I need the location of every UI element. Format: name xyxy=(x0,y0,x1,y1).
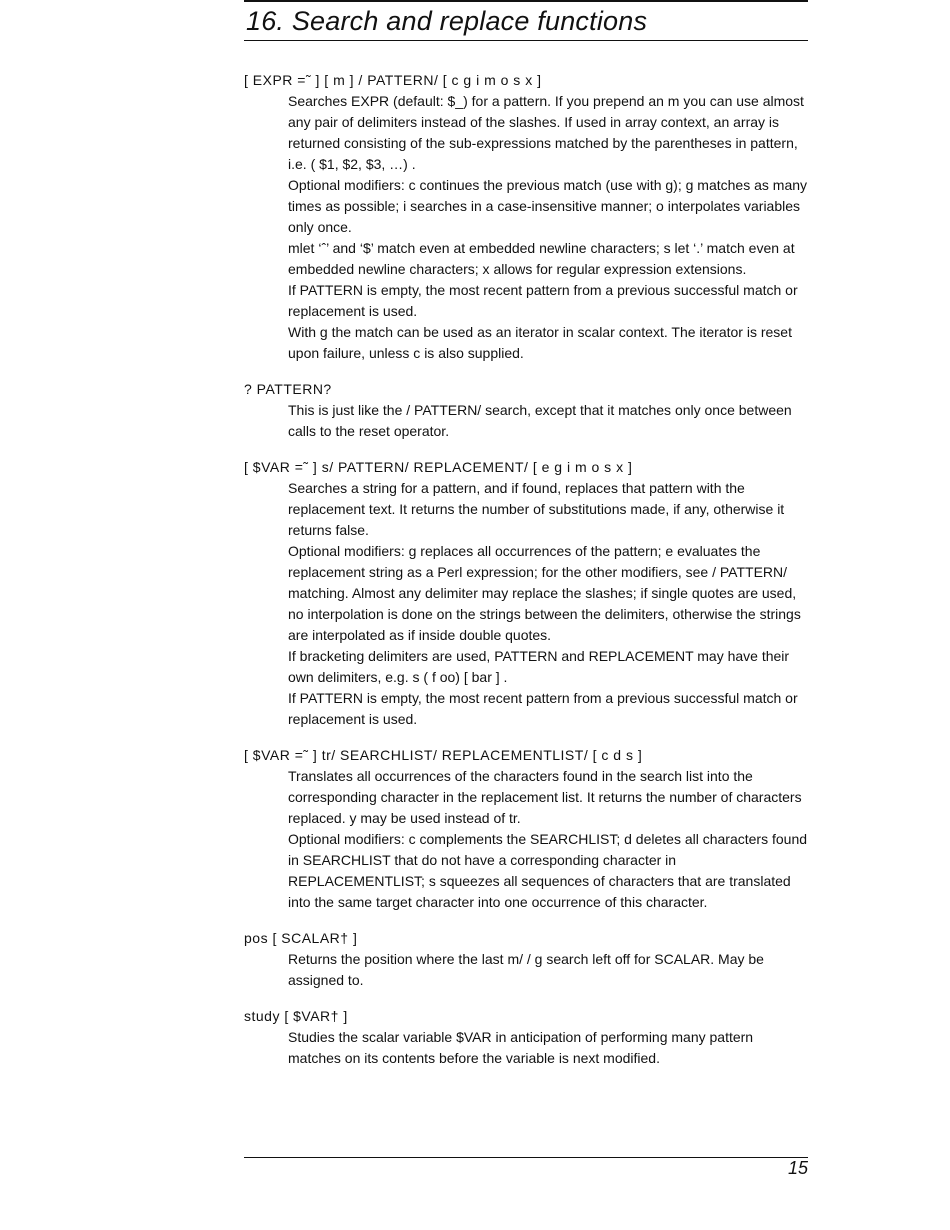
entry-syntax: [ $VAR =˜ ] s/ PATTERN/ REPLACEMENT/ [ e g i m o s x ] xyxy=(244,459,633,475)
description-paragraph: If PATTERN is empty, the most recent pattern from a previous successful match or replacement is used. xyxy=(288,690,798,727)
entry-syntax: pos [ SCALAR† ] xyxy=(244,930,358,946)
entry-transliterate xyxy=(244,745,808,913)
description-paragraph: With g the match can be used as an iterator in scalar context. The iterator is reset upon failure, unless c is also supplied. xyxy=(288,324,792,361)
entry-syntax: [ $VAR =˜ ] tr/ SEARCHLIST/ REPLACEMENTLIST/ [ c d s ] xyxy=(244,747,643,763)
entry-syntax: study [ $VAR† ] xyxy=(244,1008,348,1024)
description-paragraph: Returns the position where the last m/ / g search left off for SCALAR. May be assigned to. xyxy=(288,951,764,988)
entry-match-once xyxy=(244,379,808,442)
description-paragraph: Studies the scalar variable $VAR in anticipation of performing many pattern matches on its contents before the variable is next modified. xyxy=(288,1029,754,1066)
entry-pos xyxy=(244,928,808,991)
entry-description xyxy=(288,1027,808,1069)
entry-description xyxy=(288,400,808,442)
entry-match xyxy=(244,70,808,364)
entry-syntax: [ EXPR =˜ ] [ m ] / PATTERN/ [ c g i m o s x ] xyxy=(244,72,542,88)
description-paragraph: Searches EXPR (default: $_) for a pattern. If you prepend an m you can use almost any pair of delimiters instead of the slashes. If used in array context, an array is returned consisting of the sub-expressions matched by the parentheses in pattern, i.e. ( $1, $2, $3, …) . xyxy=(288,93,804,172)
entry-description xyxy=(288,766,808,913)
description-paragraph: This is just like the / PATTERN/ search, except that it matches only once between calls to the reset operator. xyxy=(288,402,792,439)
entry-study xyxy=(244,1006,808,1069)
description-paragraph: Optional modifiers: g replaces all occurrences of the pattern; e evaluates the replacement string as a Perl expression; for the other modifiers, see / PATTERN/ matching. Almost any delimiter may replace the slashes; if single quotes are used, no interpolation is done on the strings between the delimiters, otherwise the strings are interpolated as if inside double quotes. xyxy=(288,543,801,643)
top-rule xyxy=(244,0,808,2)
description-paragraph: Translates all occurrences of the characters found in the search list into the corresponding character in the replacement list. It returns the number of characters replaced. y may be used instead of tr. xyxy=(288,768,802,826)
page-number: 15 xyxy=(787,1158,808,1178)
entry-description xyxy=(288,949,808,991)
entry-description xyxy=(288,478,808,730)
description-paragraph: If bracketing delimiters are used, PATTERN and REPLACEMENT may have their own delimiters, e.g. s ( f oo) [ bar ] . xyxy=(288,648,790,685)
bottom-rule xyxy=(244,1157,808,1158)
entry-syntax: ? PATTERN? xyxy=(244,381,332,397)
description-paragraph: If PATTERN is empty, the most recent pattern from a previous successful match or replacement is used. xyxy=(288,282,798,319)
description-paragraph: Optional modifiers: c continues the previous match (use with g); g matches as many times as possible; i searches in a case-insensitive manner; o interpolates variables only once. xyxy=(288,177,808,235)
description-paragraph: Optional modifiers: c complements the SEARCHLIST; d deletes all characters found in SEARCHLIST that do not have a corresponding character in REPLACEMENTLIST; s squeezes all sequences of characters that are translated into the same target character into one occurrence of this character. xyxy=(288,831,808,910)
entry-substitute xyxy=(244,457,808,730)
title-rule xyxy=(244,40,808,41)
description-paragraph: Searches a string for a pattern, and if found, replaces that pattern with the replacement text. It returns the number of substitutions made, if any, otherwise it returns false. xyxy=(288,480,785,538)
entries xyxy=(244,70,808,1084)
page-title: 16. Search and replace functions xyxy=(246,6,648,36)
entry-description xyxy=(288,91,808,364)
description-paragraph: mlet ‘ˆ’ and ‘$’ match even at embedded newline characters; s let ‘.’ match even at embedded newline characters; x allows for regular expression extensions. xyxy=(288,240,795,277)
